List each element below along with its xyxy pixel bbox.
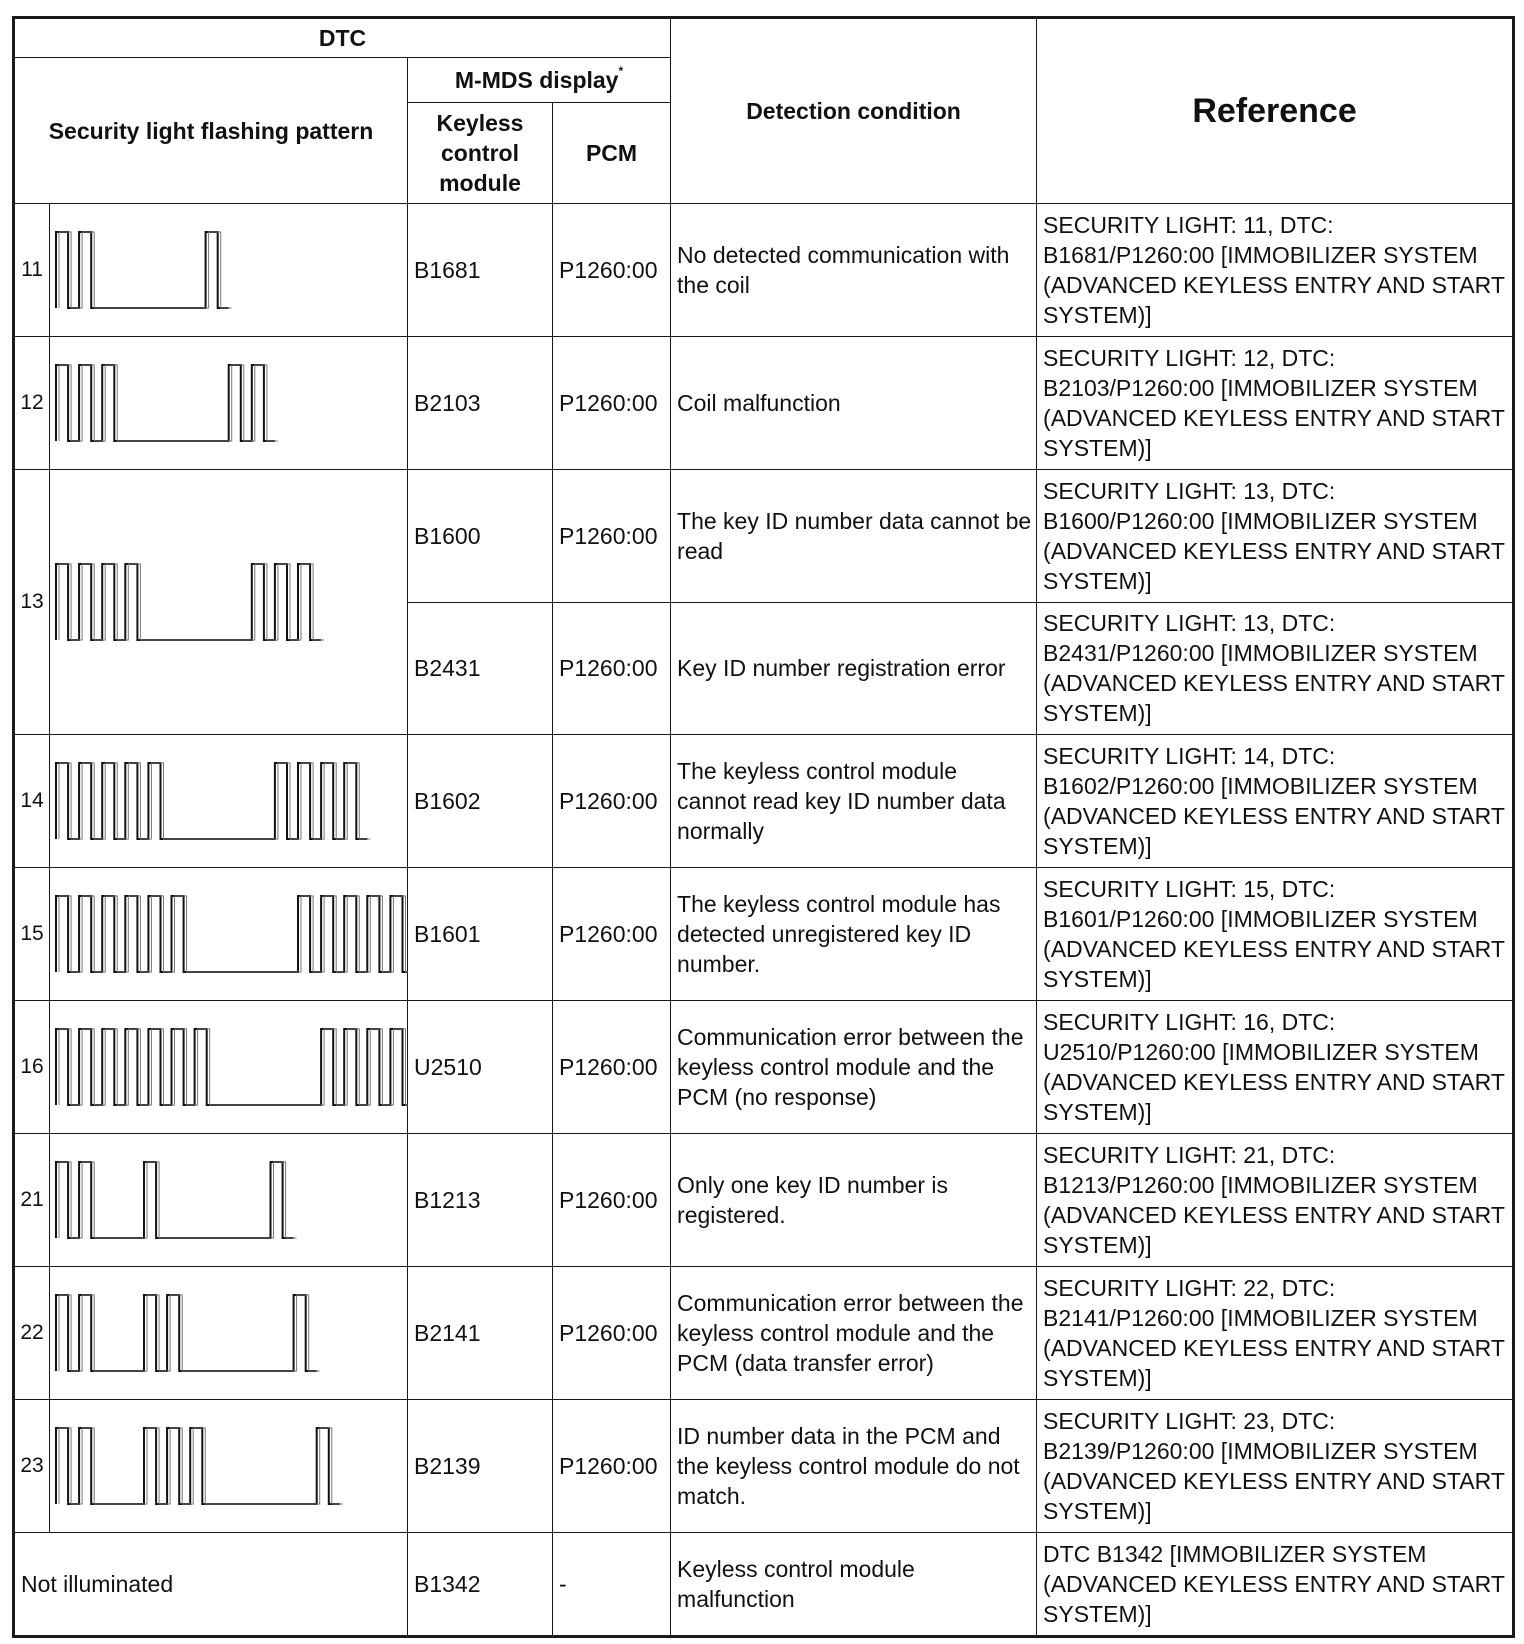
detection-condition: Keyless control module malfunction	[671, 1533, 1037, 1637]
security-light-code: 16	[14, 1001, 50, 1134]
pcm-dtc: -	[553, 1533, 671, 1637]
keyless-dtc: B1601	[408, 868, 553, 1001]
table-row	[14, 1267, 1514, 1400]
pcm-dtc: P1260:00	[553, 470, 671, 603]
flash-pulse-shadow	[59, 1295, 320, 1371]
flash-pulse-line	[56, 1029, 408, 1105]
keyless-dtc: B1342	[408, 1533, 553, 1637]
flash-pulse-shadow	[59, 1428, 343, 1504]
reference-text: SECURITY LIGHT: 14, DTC: B1602/P1260:00 [IMMOBILIZER SYSTEM (ADVANCED KEYLESS ENTRY AND START SYSTEM)]	[1037, 735, 1514, 868]
dtc-table-frame	[12, 16, 1515, 1638]
flash-pattern-waveform	[50, 337, 408, 469]
flash-pattern-waveform	[50, 1400, 408, 1532]
reference-text: SECURITY LIGHT: 15, DTC: B1601/P1260:00 [IMMOBILIZER SYSTEM (ADVANCED KEYLESS ENTRY AND START SYSTEM)]	[1037, 868, 1514, 1001]
security-light-code: 13	[14, 470, 50, 735]
detection-condition: The keyless control module cannot read key ID number data normally	[671, 735, 1037, 868]
detection-condition-header: Detection condition	[671, 18, 1037, 204]
flash-pattern-cell	[50, 470, 408, 735]
reference-text: SECURITY LIGHT: 13, DTC: B1600/P1260:00 [IMMOBILIZER SYSTEM (ADVANCED KEYLESS ENTRY AND START SYSTEM)]	[1037, 470, 1514, 603]
reference-header: Reference	[1037, 18, 1514, 204]
header-row-1	[14, 18, 1514, 58]
flash-pulse-line	[56, 564, 321, 640]
flash-pattern-cell	[50, 1267, 408, 1400]
flash-pulse-shadow	[59, 763, 370, 839]
dtc-table-body	[14, 204, 1514, 1637]
table-row	[14, 1001, 1514, 1134]
flash-pattern-cell	[50, 1001, 408, 1134]
keyless-dtc: B1213	[408, 1134, 553, 1267]
flash-pulse-line	[56, 1162, 294, 1238]
flash-pattern-waveform	[50, 735, 408, 867]
pcm-dtc: P1260:00	[553, 1001, 671, 1134]
dtc-table	[12, 16, 1515, 1638]
keyless-header-line-3: module	[439, 170, 521, 196]
flash-pattern-waveform	[50, 204, 408, 336]
keyless-control-module-header	[408, 103, 553, 204]
security-light-code: 12	[14, 337, 50, 470]
reference-text: SECURITY LIGHT: 16, DTC: U2510/P1260:00 [IMMOBILIZER SYSTEM (ADVANCED KEYLESS ENTRY AND START SYSTEM)]	[1037, 1001, 1514, 1134]
reference-text: SECURITY LIGHT: 13, DTC: B2431/P1260:00 [IMMOBILIZER SYSTEM (ADVANCED KEYLESS ENTRY AND START SYSTEM)]	[1037, 602, 1514, 735]
pcm-dtc: P1260:00	[553, 735, 671, 868]
reference-text: SECURITY LIGHT: 22, DTC: B2141/P1260:00 [IMMOBILIZER SYSTEM (ADVANCED KEYLESS ENTRY AND START SYSTEM)]	[1037, 1267, 1514, 1400]
keyless-dtc: U2510	[408, 1001, 553, 1134]
pcm-dtc: P1260:00	[553, 1400, 671, 1533]
table-row	[14, 868, 1514, 1001]
pcm-dtc: P1260:00	[553, 204, 671, 337]
detection-condition: Only one key ID number is registered.	[671, 1134, 1037, 1267]
flash-pattern-cell	[50, 204, 408, 337]
keyless-dtc: B1600	[408, 470, 553, 603]
pcm-dtc: P1260:00	[553, 1134, 671, 1267]
dtc-header: DTC	[14, 18, 671, 58]
keyless-dtc: B1602	[408, 735, 553, 868]
pcm-header: PCM	[553, 103, 671, 204]
keyless-header-line-2: control	[441, 140, 519, 166]
flash-pulse-shadow	[59, 564, 324, 640]
security-light-code: 21	[14, 1134, 50, 1267]
flash-pattern-cell	[50, 868, 408, 1001]
detection-condition: No detected communication with the coil	[671, 204, 1037, 337]
keyless-dtc: B2141	[408, 1267, 553, 1400]
table-row	[14, 1400, 1514, 1533]
keyless-dtc: B2103	[408, 337, 553, 470]
flash-pulse-shadow	[59, 1162, 297, 1238]
table-row-not-illuminated	[14, 1533, 1514, 1637]
flash-pattern-cell	[50, 1400, 408, 1533]
pcm-dtc: P1260:00	[553, 1267, 671, 1400]
flash-pulse-line	[56, 896, 408, 972]
keyless-dtc: B2431	[408, 602, 553, 735]
flash-pattern-waveform	[50, 1134, 408, 1266]
security-pattern-header: Security light flashing pattern	[14, 58, 408, 204]
pcm-dtc: P1260:00	[553, 337, 671, 470]
security-light-code: 11	[14, 204, 50, 337]
flash-pattern-cell	[50, 735, 408, 868]
detection-condition: Communication error between the keyless control module and the PCM (data transfer error)	[671, 1267, 1037, 1400]
flash-pattern-cell	[50, 337, 408, 470]
flash-pulse-line	[56, 365, 275, 441]
detection-condition: ID number data in the PCM and the keyless control module do not match.	[671, 1400, 1037, 1533]
reference-text: SECURITY LIGHT: 23, DTC: B2139/P1260:00 [IMMOBILIZER SYSTEM (ADVANCED KEYLESS ENTRY AND START SYSTEM)]	[1037, 1400, 1514, 1533]
keyless-dtc: B2139	[408, 1400, 553, 1533]
flash-pattern-cell	[50, 1134, 408, 1267]
table-row	[14, 470, 1514, 603]
reference-text: SECURITY LIGHT: 12, DTC: B2103/P1260:00 [IMMOBILIZER SYSTEM (ADVANCED KEYLESS ENTRY AND START SYSTEM)]	[1037, 337, 1514, 470]
reference-text: DTC B1342 [IMMOBILIZER SYSTEM (ADVANCED KEYLESS ENTRY AND START SYSTEM)]	[1037, 1533, 1514, 1637]
flash-pattern-waveform	[50, 1267, 408, 1399]
pcm-dtc: P1260:00	[553, 868, 671, 1001]
flash-pulse-line	[56, 1428, 340, 1504]
table-row	[14, 337, 1514, 470]
flash-pulse-line	[56, 763, 367, 839]
detection-condition: The key ID number data cannot be read	[671, 470, 1037, 603]
detection-condition: Communication error between the keyless control module and the PCM (no response)	[671, 1001, 1037, 1134]
pcm-dtc: P1260:00	[553, 602, 671, 735]
detection-condition: The keyless control module has detected unregistered key ID number.	[671, 868, 1037, 1001]
flash-pattern-waveform	[50, 470, 408, 734]
security-light-code: 15	[14, 868, 50, 1001]
security-light-code: 22	[14, 1267, 50, 1400]
mmds-footnote-mark: *	[618, 64, 624, 78]
flash-pattern-waveform	[50, 868, 408, 1000]
security-light-code: 23	[14, 1400, 50, 1533]
keyless-header-line-1: Keyless	[436, 110, 524, 136]
table-row	[14, 1134, 1514, 1267]
flash-pulse-line	[56, 1295, 317, 1371]
keyless-dtc: B1681	[408, 204, 553, 337]
detection-condition: Key ID number registration error	[671, 602, 1037, 735]
reference-text: SECURITY LIGHT: 11, DTC: B1681/P1260:00 [IMMOBILIZER SYSTEM (ADVANCED KEYLESS ENTRY AND START SYSTEM)]	[1037, 204, 1514, 337]
mmds-display-label: M-MDS display	[454, 67, 619, 93]
table-row	[14, 735, 1514, 868]
mmds-display-header	[408, 58, 671, 103]
reference-text: SECURITY LIGHT: 21, DTC: B1213/P1260:00 [IMMOBILIZER SYSTEM (ADVANCED KEYLESS ENTRY AND START SYSTEM)]	[1037, 1134, 1514, 1267]
detection-condition: Coil malfunction	[671, 337, 1037, 470]
table-row	[14, 204, 1514, 337]
flash-pattern-waveform	[50, 1001, 408, 1133]
not-illuminated-label: Not illuminated	[14, 1533, 408, 1637]
security-light-code: 14	[14, 735, 50, 868]
